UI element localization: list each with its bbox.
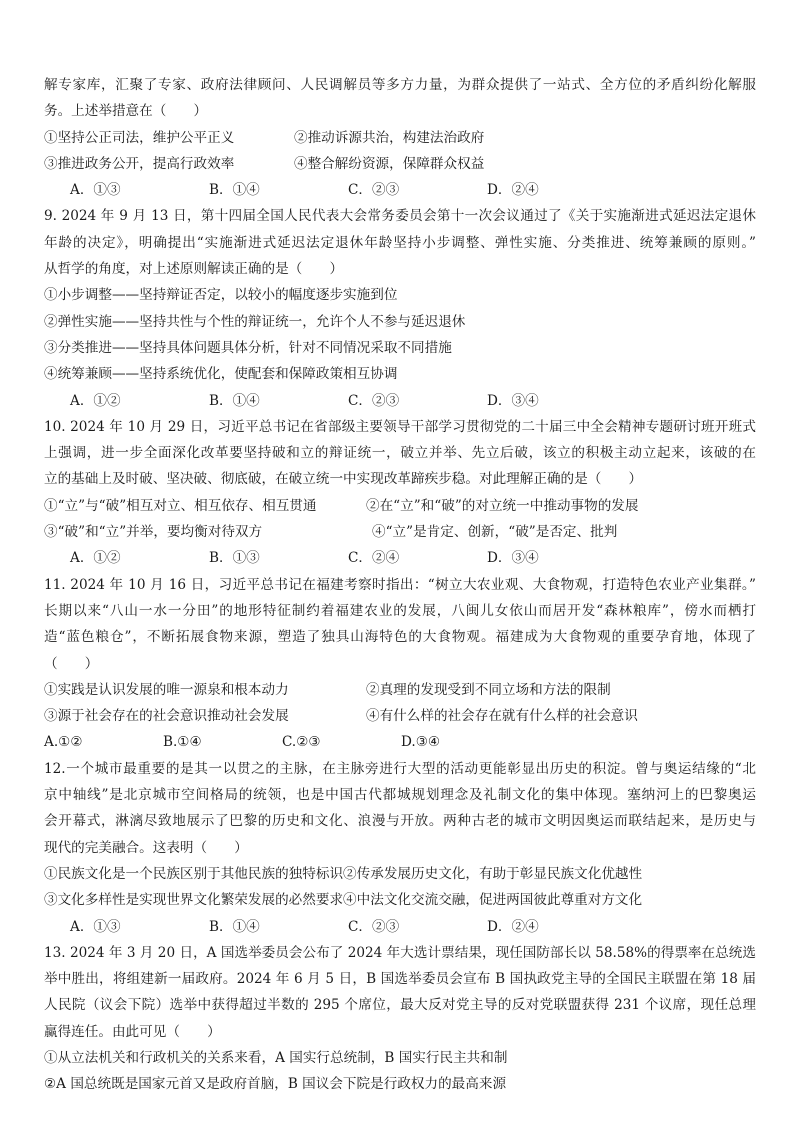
question-stem-line: 从哲学的角度，对上述原则解读正确的是（ ） bbox=[44, 261, 344, 278]
answer-c: C.②③ bbox=[282, 734, 321, 751]
option-3: ③推进政务公开，提高行政效率 bbox=[44, 155, 235, 172]
answer-b: B．①③ bbox=[209, 550, 260, 567]
question-stem-line: 人民院（议会下院）选举中获得超过半数的 295 个席位，最大反对党主导的反对党联盟获得 231 个议席，现任总理 bbox=[44, 997, 756, 1014]
option-2: ②推动诉源共治，构建法治政府 bbox=[294, 129, 485, 146]
answer-choices bbox=[44, 545, 756, 571]
answer-a: A.①② bbox=[44, 734, 83, 751]
answer-choices bbox=[44, 388, 756, 414]
question-stem-line: 赢得连任。由此可见（ ） bbox=[44, 1023, 221, 1040]
answer-d: D．③④ bbox=[487, 392, 539, 409]
option-3: ③源于社会存在的社会意识推动社会发展 bbox=[44, 708, 289, 725]
option-3: ③分类推进——坚持具体问题具体分析，针对不同情况采取不同措施 bbox=[44, 339, 452, 356]
question-stem-line: 11. 2024 年 10 月 16 日，习近平总书记在福建考察时指出：“树立大农业观、大食物观，打造特色农业产业集群。” bbox=[44, 576, 756, 593]
option-2: ②真理的发现受到不同立场和方法的限制 bbox=[366, 681, 611, 698]
question-stem-line: 10. 2024 年 10 月 29 日，习近平总书记在省部级主要领导干部学习贯彻党的二十届三中全会精神专题研讨班开班式 bbox=[44, 418, 756, 435]
answer-a: A．①③ bbox=[70, 918, 121, 935]
question-stem-line: 立的基础上及时破、坚决破、彻底破，在破立统一中实现改革蹄疾步稳。对此理解正确的是（ ） bbox=[44, 471, 643, 488]
question-stem-line: 年龄的决定》，明确提出“实施渐进式延迟法定退休年龄坚持小步调整、弹性实施、分类推进、统筹兼顾的原则。” bbox=[44, 234, 756, 251]
answer-a: A．①② bbox=[70, 392, 121, 409]
question-stem-line: 务。上述举措意在（ ） bbox=[44, 103, 208, 120]
answer-choices bbox=[44, 729, 756, 755]
option-2: ②A 国总统既是国家元首又是政府首脑，B 国议会下院是行政权力的最高来源 bbox=[44, 1076, 507, 1093]
option-2: ②弹性实施——坚持共性与个性的辩证统一，允许个人不参与延迟退休 bbox=[44, 313, 466, 330]
option-3: ③“破”和“立”并举，要均衡对待双方 bbox=[44, 524, 263, 541]
answer-c: C．②④ bbox=[348, 550, 400, 567]
option-4: ④有什么样的社会存在就有什么样的社会意识 bbox=[366, 708, 638, 725]
answer-c: C．②③ bbox=[348, 392, 400, 409]
question-stem-line: 12.一个城市最重要的是其一以贯之的主脉，在主脉旁进行大型的活动更能彰显出历史的积淀。曾与奥运结缘的“北 bbox=[44, 760, 756, 777]
question-stem-line: 现代的完美融合。这表明（ ） bbox=[44, 839, 248, 856]
question-stem-line: 13. 2024 年 3 月 20 日，A 国选举委员会公布了 2024 年大选计票结果，现任国防部长以 58.58%的得票率在总统选 bbox=[44, 944, 756, 961]
option-4: ④整合解纷资源，保障群众权益 bbox=[294, 155, 485, 172]
question-stem-line: 举中胜出，将组建新一届政府。2024 年 6 月 5 日，B 国选举委员会宣布 B 国执政党主导的全国民主联盟在第 18 届 bbox=[44, 971, 756, 988]
question-stem-line: 造“蓝色粮仓”，不断拓展食物来源，塑造了独具山海特色的大食物观。福建成为大食物观的重要孕育地，体现了 bbox=[44, 629, 756, 646]
question-stem-line: 9. 2024 年 9 月 13 日，第十四届全国人民代表大会常务委员会第十一次会议通过了《关于实施渐进式延迟法定退休 bbox=[44, 208, 756, 225]
option-2: ②在“立”和“破”的对立统一中推动事物的发展 bbox=[366, 497, 639, 514]
question-stem-line: （ ） bbox=[44, 655, 99, 672]
answer-d: D.③④ bbox=[401, 734, 441, 751]
question-stem-line: 长期以来“八山一水一分田”的地形特征制约着福建农业的发展，八闽儿女依山而居开发“森林粮库”，傍水而栖打 bbox=[44, 602, 756, 619]
answer-d: D．③④ bbox=[487, 550, 539, 567]
question-stem-line: 会开幕式，淋漓尽致地展示了巴黎的历史和文化、浪漫与开放。两种古老的城市文明因奥运而联结起来，是历史与 bbox=[44, 813, 756, 830]
option-line: ③文化多样性是实现世界文化繁荣发展的必然要求④中法文化交流交融，促进两国彼此尊重对方文化 bbox=[44, 892, 643, 909]
answer-b: B．①④ bbox=[209, 392, 260, 409]
answer-c: C．②③ bbox=[348, 918, 400, 935]
exam-page bbox=[44, 72, 756, 1098]
question-stem-line: 上强调，进一步全面深化改革要坚持破和立的辩证统一，破立并举、先立后破，该立的积极主动立起来，该破的在 bbox=[44, 445, 756, 462]
answer-b: B．①④ bbox=[209, 182, 260, 199]
question-9 bbox=[44, 203, 756, 413]
answer-a: A．①② bbox=[70, 550, 121, 567]
answer-b: B.①④ bbox=[163, 734, 202, 751]
option-1: ①从立法机关和行政机关的关系来看，A 国实行总统制，B 国实行民主共和制 bbox=[44, 1049, 508, 1066]
answer-d: D．②④ bbox=[487, 918, 539, 935]
answer-d: D．②④ bbox=[487, 182, 539, 199]
question-stem-line: 京中轴线”是北京城市空间格局的统领，也是中国古代都城规划理念及礼制文化的集中体现。塞纳河上的巴黎奥运 bbox=[44, 787, 756, 804]
question-8 bbox=[44, 72, 756, 203]
question-11 bbox=[44, 572, 756, 756]
option-line: ①民族文化是一个民族区别于其他民族的独特标识②传承发展历史文化，有助于彰显民族文化优越性 bbox=[44, 865, 643, 882]
question-12 bbox=[44, 756, 756, 940]
question-13 bbox=[44, 940, 756, 1098]
option-4: ④统筹兼顾——坚持系统优化，使配套和保障政策相互协调 bbox=[44, 366, 398, 383]
option-1: ①“立”与“破”相互对立、相互依存、相互贯通 bbox=[44, 497, 317, 514]
option-1: ①坚持公正司法，维护公平正义 bbox=[44, 129, 235, 146]
answer-a: A．①③ bbox=[70, 182, 121, 199]
answer-choices bbox=[44, 177, 756, 203]
answer-choices bbox=[44, 914, 756, 940]
answer-b: B．①④ bbox=[209, 918, 260, 935]
option-4: ④“立”是肯定、创新，“破”是否定、批判 bbox=[372, 524, 618, 541]
option-1: ①实践是认识发展的唯一源泉和根本动力 bbox=[44, 681, 289, 698]
question-10 bbox=[44, 414, 756, 572]
option-1: ①小步调整——坚持辩证否定，以较小的幅度逐步实施到位 bbox=[44, 287, 398, 304]
answer-c: C．②③ bbox=[348, 182, 400, 199]
question-stem-line: 解专家库，汇聚了专家、政府法律顾问、人民调解员等多方力量，为群众提供了一站式、全方位的矛盾纠纷化解服 bbox=[44, 77, 756, 93]
